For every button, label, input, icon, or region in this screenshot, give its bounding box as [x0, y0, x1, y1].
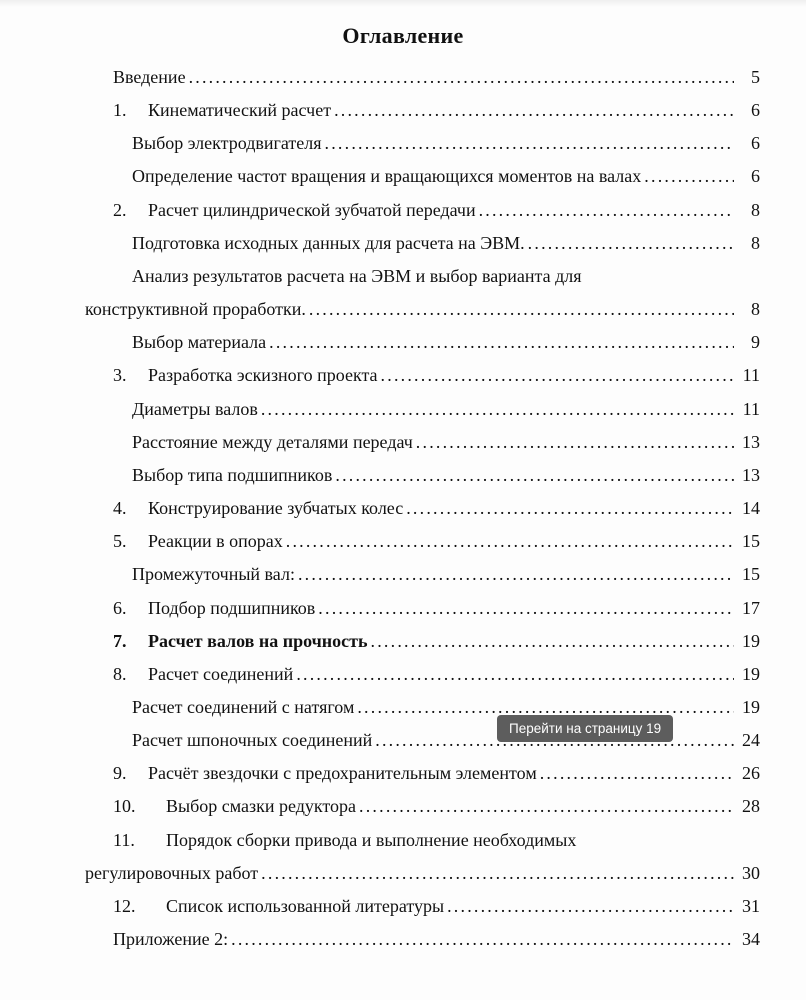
toc-page-number: 26 [742, 763, 760, 784]
toc-entry[interactable] [85, 525, 760, 558]
toc-page-number: 24 [742, 730, 760, 751]
toc-dot-leader [406, 492, 734, 525]
toc-entry-text: Выбор электродвигателя [132, 133, 322, 154]
toc-entry-number: 12. [113, 895, 136, 916]
toc-page-number: 15 [742, 531, 760, 552]
toc-page-number: 34 [742, 929, 760, 950]
toc-dot-leader [479, 194, 734, 227]
toc-entry[interactable] [85, 227, 760, 260]
toc-dot-leader [540, 757, 734, 790]
toc-entry-text: Приложение 2: [113, 929, 229, 950]
toc-page-number: 31 [742, 895, 760, 916]
toc-entry[interactable] [85, 426, 760, 459]
toc-dot-leader [286, 525, 734, 558]
toc-entry[interactable] [85, 592, 760, 625]
toc-entry[interactable] [85, 260, 760, 293]
toc-page-number: 6 [751, 166, 760, 187]
toc-page-number: 28 [742, 796, 760, 817]
toc-page-number: 30 [742, 862, 760, 883]
toc-entry-number: 7. [113, 630, 127, 651]
toc-dot-leader [359, 790, 734, 823]
toc-entry-text: Порядок сборки привода и выполнение необходимых [166, 829, 577, 850]
toc-entry-text: Расчет соединений с натягом [132, 696, 355, 717]
toc-entry[interactable] [85, 94, 760, 127]
toc-entry[interactable] [85, 393, 760, 426]
toc-dot-leader [298, 558, 734, 591]
toc-page-number: 13 [742, 431, 760, 452]
toc-entry-text: Выбор типа подшипников [132, 464, 333, 485]
toc-entry[interactable] [85, 923, 760, 956]
toc-entry[interactable] [85, 658, 760, 691]
toc-entry-number: 2. [113, 199, 127, 220]
toc-dot-leader [644, 160, 734, 193]
toc-list [0, 61, 806, 956]
toc-entry-text: Диаметры валов [132, 398, 258, 419]
toc-dot-leader [381, 359, 734, 392]
toc-entry-text: Определение частот вращения и вращающихся моментов на валах [132, 166, 642, 187]
toc-entry-text: Выбор материала [132, 332, 267, 353]
toc-entry[interactable] [85, 790, 760, 823]
goto-page-tooltip: Перейти на страницу 19 [497, 715, 673, 742]
toc-entry-number: 8. [113, 663, 127, 684]
toc-dot-leader [261, 857, 734, 890]
toc-entry-number: 3. [113, 365, 127, 386]
toc-dot-leader [189, 61, 734, 94]
toc-entry-text: Разработка эскизного проекта [148, 365, 378, 386]
toc-entry-text: Выбор смазки редуктора [166, 796, 357, 817]
toc-entry-text: Подбор подшипников [148, 597, 316, 618]
toc-entry[interactable] [85, 757, 760, 790]
toc-entry-text: Введение [113, 67, 186, 87]
toc-entry-text: Кинематический расчет [148, 100, 332, 121]
toc-entry-number: 4. [113, 498, 127, 519]
toc-entry[interactable] [85, 857, 760, 890]
toc-entry-number: 1. [113, 100, 127, 121]
toc-entry[interactable] [85, 558, 760, 591]
toc-dot-leader [416, 426, 734, 459]
toc-entry-text: регулировочных работ [85, 862, 259, 883]
toc-entry-text: Подготовка исходных данных для расчета на ЭВМ. [132, 232, 525, 253]
toc-entry[interactable] [85, 326, 760, 359]
toc-entry-text: конструктивной проработки. [85, 299, 306, 320]
toc-entry-number: 6. [113, 597, 127, 618]
toc-entry-text: Промежуточный вал: [132, 564, 295, 585]
toc-entry-number: 11. [113, 829, 135, 850]
toc-entry-text: Расчет валов на прочность [148, 630, 368, 651]
toc-entry-text: Расчет шпоночных соединений [132, 730, 373, 751]
toc-dot-leader [269, 326, 734, 359]
toc-entry[interactable] [85, 293, 760, 326]
toc-dot-leader [318, 592, 734, 625]
toc-entry[interactable] [85, 160, 760, 193]
toc-entry-text: Расчёт звездочки с предохранительным элементом [148, 763, 537, 784]
toc-page-number: 5 [751, 67, 760, 87]
toc-entry[interactable] [85, 824, 760, 857]
toc-entry[interactable] [85, 625, 760, 658]
toc-dot-leader [261, 393, 734, 426]
toc-page-number: 11 [742, 398, 760, 419]
toc-entry-text: Расчет соединений [148, 663, 294, 684]
toc-entry-text: Анализ результатов расчета на ЭВМ и выбор варианта для [132, 265, 582, 286]
toc-page-number: 8 [751, 299, 760, 320]
toc-dot-leader [371, 625, 734, 658]
toc-entry-number: 9. [113, 763, 127, 784]
toc-dot-leader [447, 890, 734, 923]
toc-entry[interactable] [85, 359, 760, 392]
toc-dot-leader [528, 227, 734, 260]
toc-entry-text: Реакции в опорах [148, 531, 283, 552]
toc-dot-leader [309, 293, 734, 326]
toc-entry[interactable] [85, 890, 760, 923]
toc-page-number: 19 [742, 696, 760, 717]
toc-page-number: 9 [751, 332, 760, 353]
toc-entry-number: 5. [113, 531, 127, 552]
toc-page-number: 6 [751, 133, 760, 154]
toc-entry-text: Расчет цилиндрической зубчатой передачи [148, 199, 476, 220]
toc-entry-number: 10. [113, 796, 136, 817]
toc-entry-text: Список использованной литературы [166, 895, 445, 916]
page-title: Оглавление [342, 23, 464, 48]
toc-page-number: 19 [742, 663, 760, 684]
toc-dot-leader [334, 94, 734, 127]
toc-page-number: 8 [751, 199, 760, 220]
toc-dot-leader [231, 923, 734, 956]
toc-page-number: 8 [751, 232, 760, 253]
toc-page-number: 17 [742, 597, 760, 618]
toc-entry-text: Расстояние между деталями передач [132, 431, 413, 452]
toc-entry[interactable] [85, 127, 760, 160]
toc-entry[interactable] [85, 459, 760, 492]
toc-dot-leader [335, 459, 734, 492]
toc-page-number: 11 [742, 365, 760, 386]
toc-dot-leader [296, 658, 734, 691]
toc-entry[interactable] [85, 492, 760, 525]
toc-entry[interactable] [85, 61, 760, 94]
toc-page-number: 19 [742, 630, 760, 651]
toc-entry[interactable] [85, 194, 760, 227]
toc-page-number: 14 [742, 498, 760, 519]
toc-page-number: 15 [742, 564, 760, 585]
toc-dot-leader [325, 127, 734, 160]
toc-page-number: 13 [742, 464, 760, 485]
toc-page-number: 6 [751, 100, 760, 121]
toc-entry-text: Конструирование зубчатых колес [148, 498, 404, 519]
